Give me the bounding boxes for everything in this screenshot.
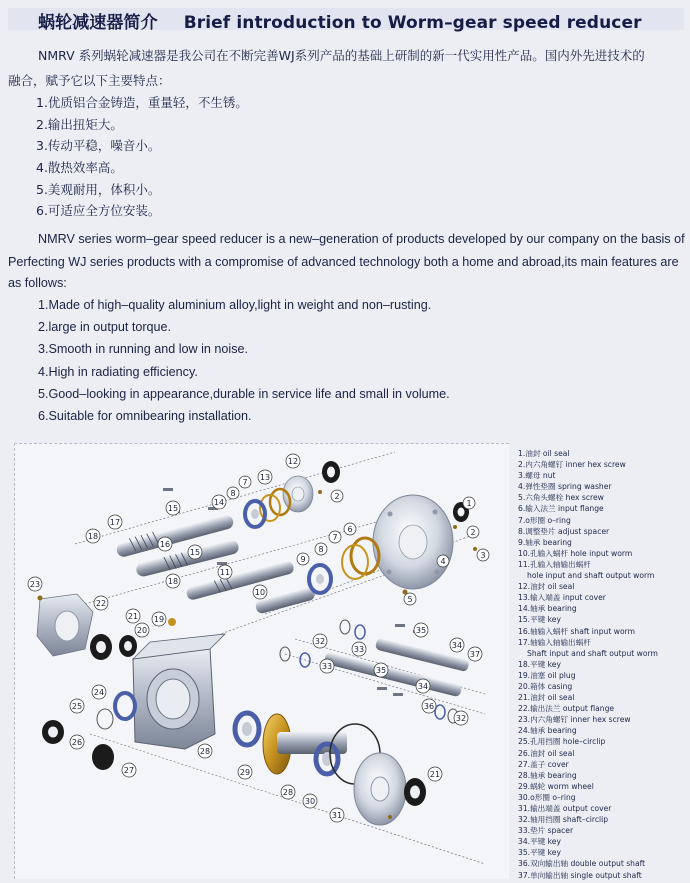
svg-text:3: 3 [480, 551, 486, 560]
svg-text:11: 11 [219, 568, 231, 577]
legend-item-11-en: hole input and shaft output worm [527, 571, 655, 581]
svg-text:22: 22 [95, 599, 107, 608]
callout-8b [315, 543, 327, 555]
callout-21b [428, 767, 442, 781]
callout-22 [94, 596, 108, 610]
svg-text:21: 21 [127, 612, 139, 621]
svg-text:18: 18 [167, 577, 179, 586]
cn-feature-4: 4.散热效率高。 [36, 160, 123, 176]
callout-1 [463, 497, 475, 509]
svg-text:13: 13 [259, 473, 271, 482]
exploded-view-drawing [15, 444, 509, 879]
legend-item-22: 22.输出法兰 output flange [518, 704, 615, 714]
svg-text:16: 16 [159, 540, 171, 549]
title-english: Brief introduction to Worm–gear speed reducer [183, 13, 642, 33]
callout-25 [70, 699, 84, 713]
callout-8a [227, 487, 239, 499]
input-cover-group [245, 461, 340, 527]
en-feature-5: 5.Good–looking in appearance,durable in service life and small in volume. [38, 386, 450, 401]
casing [133, 618, 225, 749]
callout-17 [108, 515, 122, 529]
cn-feature-2: 2.输出扭矩大。 [36, 116, 123, 132]
svg-text:7: 7 [332, 533, 338, 542]
legend-item-4: 4.弹性垫圈 spring washer [518, 482, 612, 492]
legend-item-7: 7.o形圈 o–ring [518, 515, 571, 525]
exploded-diagram [14, 443, 509, 879]
svg-text:20: 20 [136, 626, 148, 635]
legend-item-9: 9.轴承 bearing [518, 537, 572, 547]
callout-15a [166, 501, 180, 515]
intro-cn-features [36, 92, 248, 222]
callout-18b [166, 574, 180, 588]
callout-15b [188, 545, 202, 559]
legend-item-25: 25.孔用挡圈 hole–circlip [518, 737, 606, 747]
svg-text:2: 2 [334, 492, 340, 501]
callout-34b [416, 679, 430, 693]
legend-item-31: 31.输出端盖 output cover [518, 804, 612, 813]
legend-item-36: 36.双向输出轴 double output shaft [518, 859, 646, 869]
legend-item-24: 24.轴承 bearing [518, 726, 577, 736]
svg-text:32: 32 [455, 714, 467, 723]
callout-10 [253, 585, 267, 599]
cn-feature-6: 6.可适应全方位安装。 [36, 203, 161, 219]
intro-en-line2: Perfecting WJ series products with a compromise of advanced technology both a home and abroad,its main features are [8, 255, 679, 269]
intro-cn-line1: NMRV 系列蜗轮减速器是我公司在不断完善WJ系列产品的基础上研制的新一代实用性产品。国内外先进技术的 [38, 48, 645, 63]
intro-cn-line2: 融合，赋予它以下主要特点： [8, 73, 171, 88]
legend-item-37: 37.单向输出轴 single output shaft [518, 870, 642, 880]
svg-text:7: 7 [242, 478, 248, 487]
callout-6 [344, 523, 356, 535]
title-chinese: 蜗轮减速器简介 [38, 13, 158, 33]
legend-item-11: 11.孔输入轴输出蜗杆 [518, 559, 591, 569]
callout-7a [239, 476, 251, 488]
svg-text:14: 14 [213, 498, 225, 507]
svg-text:12: 12 [287, 457, 299, 466]
callout-11 [218, 565, 232, 579]
legend-item-15: 15.平键 key [518, 615, 561, 625]
callout-20 [135, 623, 149, 637]
parts-legend [518, 448, 688, 881]
legend-item-12: 12.油封 oil seal [518, 582, 575, 592]
svg-text:29: 29 [239, 768, 251, 777]
legend-item-13: 13.输入端盖 input cover [518, 593, 606, 603]
svg-text:6: 6 [347, 525, 353, 534]
svg-text:10: 10 [254, 588, 266, 597]
callout-27 [122, 763, 136, 777]
en-feature-1: 1.Made of high–quality aluminium alloy,light in weight and non–rusting. [38, 298, 432, 312]
svg-text:36: 36 [423, 702, 435, 711]
legend-item-34: 34.平键 key [518, 837, 561, 847]
callout-18a [86, 529, 100, 543]
callout-2a [331, 490, 343, 502]
legend-item-5: 5.六角头螺栓 hex screw [518, 493, 604, 503]
legend-item-14: 14.轴承 bearing [518, 604, 577, 614]
svg-text:18: 18 [87, 532, 99, 541]
svg-text:33: 33 [353, 645, 365, 654]
legend-item-10: 10.孔输入蜗杆 hole input worm [518, 548, 633, 558]
legend-item-8: 8.调整垫片 adjust spacer [518, 526, 610, 536]
svg-text:28: 28 [282, 788, 294, 797]
cn-feature-5: 5.美观耐用，体积小。 [36, 181, 161, 197]
callout-33a [352, 642, 366, 656]
svg-text:27: 27 [123, 766, 135, 775]
legend-item-30: 30.o形圈 o–ring [518, 792, 576, 802]
svg-text:35: 35 [375, 666, 387, 675]
callout-37 [468, 647, 482, 661]
svg-text:25: 25 [71, 702, 83, 711]
callout-2b [467, 526, 479, 538]
legend-item-16: 16.轴输入蜗杆 shaft input worm [518, 626, 636, 636]
callout-36 [422, 699, 436, 713]
svg-text:26: 26 [71, 738, 83, 747]
svg-text:4: 4 [440, 557, 446, 566]
svg-text:15: 15 [167, 504, 179, 513]
page-header [8, 6, 684, 32]
svg-text:8: 8 [318, 545, 324, 554]
legend-item-33: 33.垫片 spacer [518, 826, 574, 836]
intro-en-features [38, 294, 450, 427]
output-cover-right [354, 753, 426, 825]
svg-text:17: 17 [109, 518, 121, 527]
legend-item-20: 20.箱体 casing [518, 681, 573, 691]
svg-text:34: 34 [417, 682, 429, 691]
callout-33b [320, 659, 334, 673]
legend-item-17-en: Shaft input and shaft output worm [527, 648, 658, 658]
callout-5 [404, 593, 416, 605]
cn-feature-1: 1.优质铝合金铸造，重量轻，不生锈。 [36, 95, 248, 110]
callout-14 [212, 495, 226, 509]
callout-34a [450, 638, 464, 652]
svg-text:35: 35 [415, 626, 427, 635]
legend-item-17: 17.轴输入轴输出蜗杆 [518, 637, 591, 647]
intro-en-line3: as follows: [8, 276, 67, 290]
callout-4 [437, 555, 449, 567]
svg-text:1: 1 [466, 499, 472, 508]
legend-item-3: 3.螺母 nut [518, 471, 556, 481]
svg-text:8: 8 [230, 489, 236, 498]
callout-26 [70, 735, 84, 749]
input-flange [309, 495, 472, 593]
legend-item-2: 2.内六角螺钉 inner hex screw [518, 460, 626, 470]
callout-12 [286, 454, 300, 468]
svg-text:32: 32 [314, 637, 326, 646]
legend-item-27: 27.盖子 cover [518, 759, 569, 769]
callout-28b [281, 785, 295, 799]
callout-19 [152, 612, 166, 626]
callout-9 [297, 553, 309, 565]
en-feature-2: 2.large in output torque. [38, 320, 172, 335]
left-output-parts [42, 693, 135, 770]
legend-item-26: 26.油封 oil seal [518, 748, 575, 758]
callout-28a [198, 744, 212, 758]
callout-13 [258, 470, 272, 484]
en-feature-3: 3.Smooth in running and low in noise. [38, 342, 249, 357]
svg-text:24: 24 [93, 688, 105, 697]
legend-item-29: 29.蜗轮 worm wheel [518, 781, 594, 791]
callout-24 [92, 685, 106, 699]
legend-item-23: 23.内六角螺钉 inner hex screw [518, 715, 631, 725]
cn-feature-3: 3.传动平稳，噪音小。 [36, 138, 161, 154]
svg-text:21: 21 [429, 770, 441, 779]
callout-3 [477, 549, 489, 561]
en-feature-4: 4.High in radiating efficiency. [38, 364, 198, 379]
callout-29 [238, 765, 252, 779]
svg-text:2: 2 [470, 528, 476, 537]
svg-text:34: 34 [451, 641, 463, 650]
legend-item-35: 35.平键 key [518, 848, 561, 858]
callout-30 [303, 794, 317, 808]
legend-item-1: 1.油封 oil seal [518, 449, 570, 458]
callout-32b [454, 711, 468, 725]
svg-text:5: 5 [407, 595, 413, 604]
callout-16 [158, 537, 172, 551]
en-feature-6: 6.Suitable for omnibearing installation. [38, 409, 252, 424]
legend-item-32: 32.轴用挡圈 shaft–circlip [518, 815, 609, 825]
svg-text:28: 28 [199, 747, 211, 756]
svg-text:23: 23 [29, 580, 41, 589]
callout-32a [313, 634, 327, 648]
callout-35a [414, 623, 428, 637]
callout-35b [374, 663, 388, 677]
page-title [38, 8, 642, 33]
legend-item-28: 28.轴承 bearing [518, 770, 577, 780]
svg-text:9: 9 [300, 555, 306, 564]
intro-en-line1: NMRV series worm–gear speed reducer is a new–generation of products developed by our company on the basis of [38, 232, 685, 246]
callout-23 [28, 577, 42, 591]
callout-31 [330, 808, 344, 822]
callout-21a [126, 609, 140, 623]
svg-text:19: 19 [153, 615, 165, 624]
svg-text:33: 33 [321, 662, 333, 671]
output-flange-left [37, 594, 137, 660]
legend-item-19: 19.油塞 oil plug [518, 670, 576, 680]
legend-item-18: 18.平键 key [518, 659, 561, 669]
svg-text:15: 15 [189, 548, 201, 557]
callout-7b [329, 531, 341, 543]
legend-item-6: 6.输入法兰 input flange [518, 504, 604, 514]
legend-item-21: 21.油封 oil seal [518, 693, 575, 703]
svg-text:30: 30 [304, 797, 316, 806]
svg-text:31: 31 [331, 811, 343, 820]
svg-text:37: 37 [469, 650, 481, 659]
